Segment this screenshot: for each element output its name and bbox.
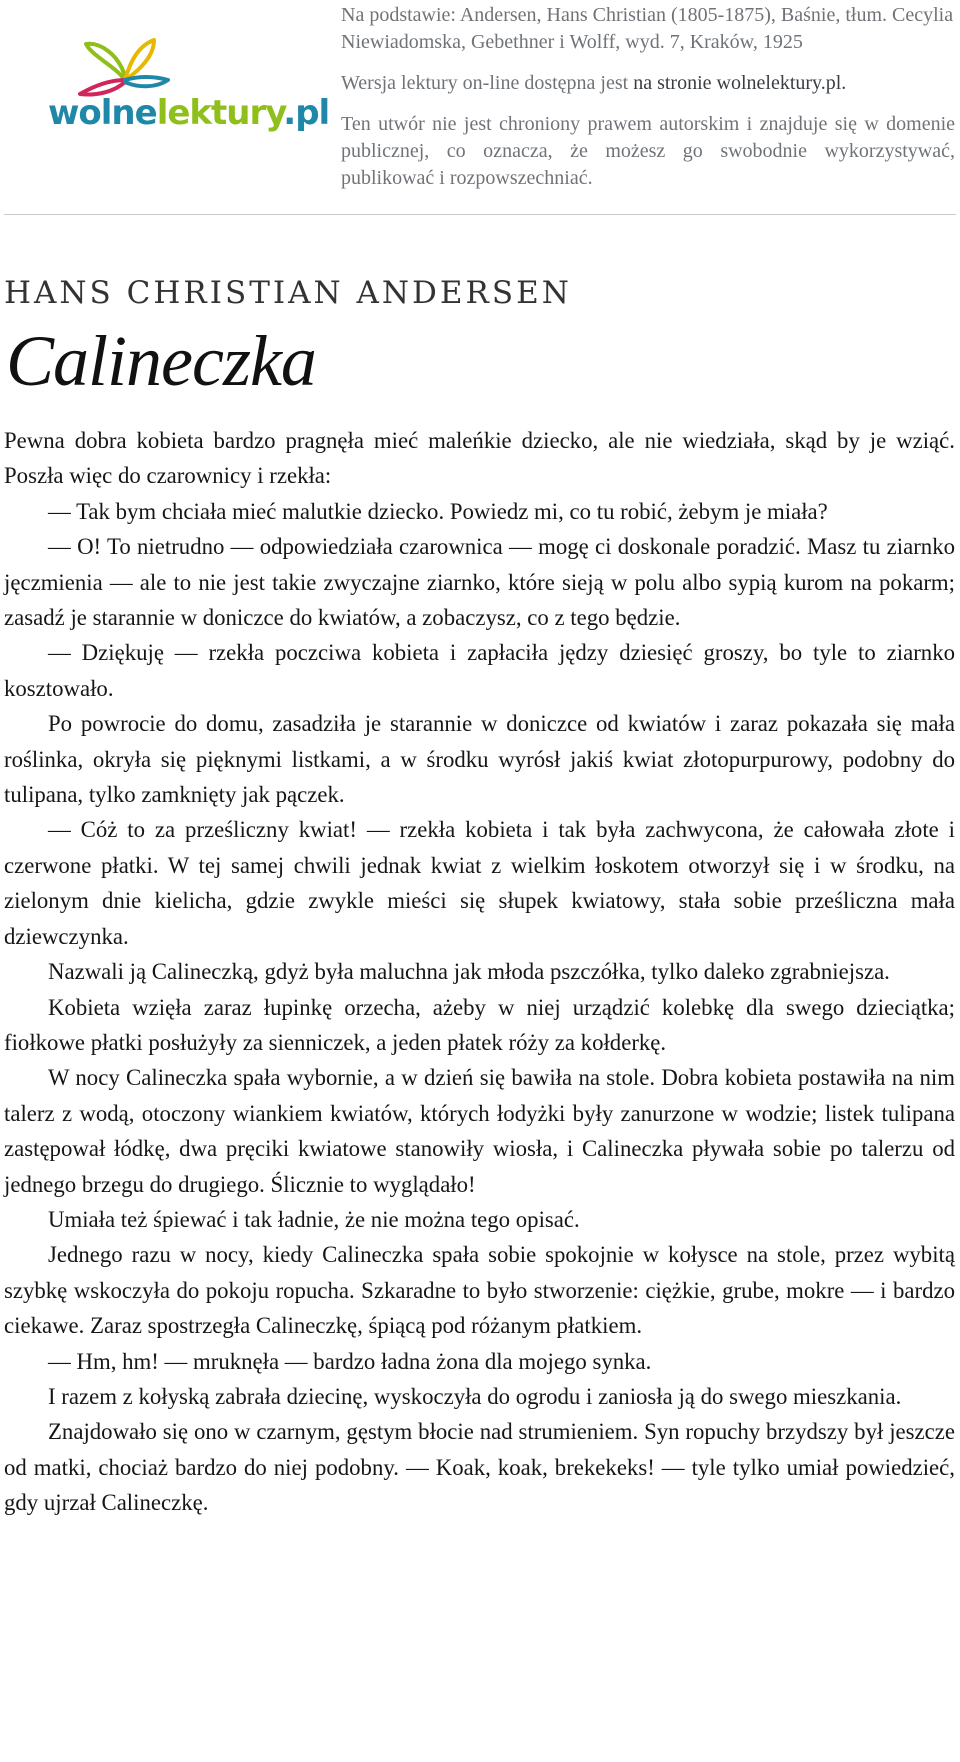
logo-wordmark: wolnelektury.pl: [48, 93, 330, 133]
edition-metadata: [341, 2, 955, 192]
paragraph: Umiała też śpiewać i tak ładnie, że nie można tego opisać.: [48, 1206, 580, 1232]
paragraph: — Cóż to za prześliczny kwiat! — rzekła kobieta i tak była zachwycona, że całowała złote i czerwone płatki. W tej samej chwili jednak kwiat z wielkim łoskotem otworzył się i w środku, na zielonym dnie kielicha, gdzie zwykle mieści się słupek kwiatowy, stała sobie prześliczna mała dziewczynka.: [4, 817, 955, 949]
paragraph: — O! To nietrudno — odpowiedziała czarownica — mogę ci doskonale poradzić. Masz tu ziarnko jęczmienia — ale to nie jest takie zwyczajne ziarnko, które sieją w polu albo sypią kurom na pokarm; zasadź je starannie w doniczce do kwiatów, a zobaczysz, co z tego będzie.: [4, 534, 955, 631]
paragraph: Jednego razu w nocy, kiedy Calineczka spała sobie spokojnie w kołysce na stole, przez wybitą szybkę wskoczyła do pokoju ropucha. Szkaradne to było stworzenie: ciężkie, grube, mokre — i bardzo ciekawe. Zaraz spostrzegła Calineczkę, śpiącą pod różanym płatkiem.: [4, 1242, 955, 1339]
butterfly-logo-icon: [70, 36, 180, 98]
document-header: [0, 0, 960, 215]
paragraph: I razem z kołyską zabrała dziecinę, wyskoczyła do ogrodu i zaniosła ją do swego mieszkania.: [48, 1383, 902, 1409]
source-note: Na podstawie: Andersen, Hans Christian (1805-1875), Baśnie, tłum. Cecylia Niewiadomska, Gebethner i Wolff, wyd. 7, Kraków, 1925: [341, 4, 954, 53]
paragraph: — Tak bym chciała mieć malutkie dziecko. Powiedz mi, co tu robić, żebym je miała?: [48, 498, 828, 524]
wolnelektury-logo[interactable]: [48, 36, 330, 146]
paragraph: — Hm, hm! — mruknęła — bardzo ładna żona dla mojego synka.: [48, 1348, 652, 1374]
work-title: Calineczka: [6, 321, 316, 401]
paragraph: Po powrocie do domu, zasadziła je starannie w doniczce od kwiatów i zaraz pokazała się mała roślinka, okryła się pięknymi listkami, a w środku wyrósł jakiś kwiat złotopurpurowy, podobny do tulipana, tylko zamknięty jak pączek.: [4, 711, 955, 808]
story-text: [4, 423, 955, 1521]
paragraph: W nocy Calineczka spała wybornie, a w dzień się bawiła na stole. Dobra kobieta postawiła na nim talerz z wodą, otoczony wiankiem kwiatów, których łodyżki były zanurzone w wodzie; listek tulipana zastępował łódkę, dwa pręciki kwiatowe stanowiły wiosła, i Calineczka pływała sobie po talerzu od jednego brzegu do drugiego. Ślicznie to wyglądało!: [4, 1065, 955, 1197]
paragraph: — Dziękuję — rzekła poczciwa kobieta i zapłaciła jędzy dziesięć groszy, bo tyle to ziarnko kosztowało.: [4, 640, 955, 701]
online-note-prefix: Wersja lektury on-line dostępna jest: [341, 72, 634, 94]
paragraph: Nazwali ją Calineczką, gdyż była maluchna jak młoda pszczółka, tylko daleko zgrabniejsza.: [48, 959, 890, 985]
license-note: Ten utwór nie jest chroniony prawem autorskim i znajduje się w domenie publicznej, co oznacza, że możesz go swobodnie wykorzystywać, publikować i rozpowszechniać.: [341, 113, 955, 189]
header-divider: [4, 214, 956, 215]
paragraph: Pewna dobra kobieta bardzo pragnęła mieć maleńkie dziecko, ale nie wiedziała, skąd by je wziąć. Poszła więc do czarownicy i rzekła:: [4, 428, 955, 489]
paragraph: Znajdowało się ono w czarnym, gęstym błocie nad strumieniem. Syn ropuchy brzydszy był jeszcze od matki, chociaż bardzo do niej podobny. — Koak, koak, brekekeks! — tyle tylko umiał powiedzieć, gdy ujrzał Calineczkę.: [4, 1419, 955, 1516]
author-name: HANS CHRISTIAN ANDERSEN: [4, 275, 572, 311]
wolnelektury-link[interactable]: na stronie wolnelektury.pl.: [633, 72, 847, 94]
online-note: [341, 70, 955, 97]
paragraph: Kobieta wzięła zaraz łupinkę orzecha, ażeby w niej urządzić kolebkę dla swego dzieciątka; fiołkowe płatki posłużyły za sienniczek, a jeden płatek róży za kołderkę.: [4, 994, 955, 1055]
